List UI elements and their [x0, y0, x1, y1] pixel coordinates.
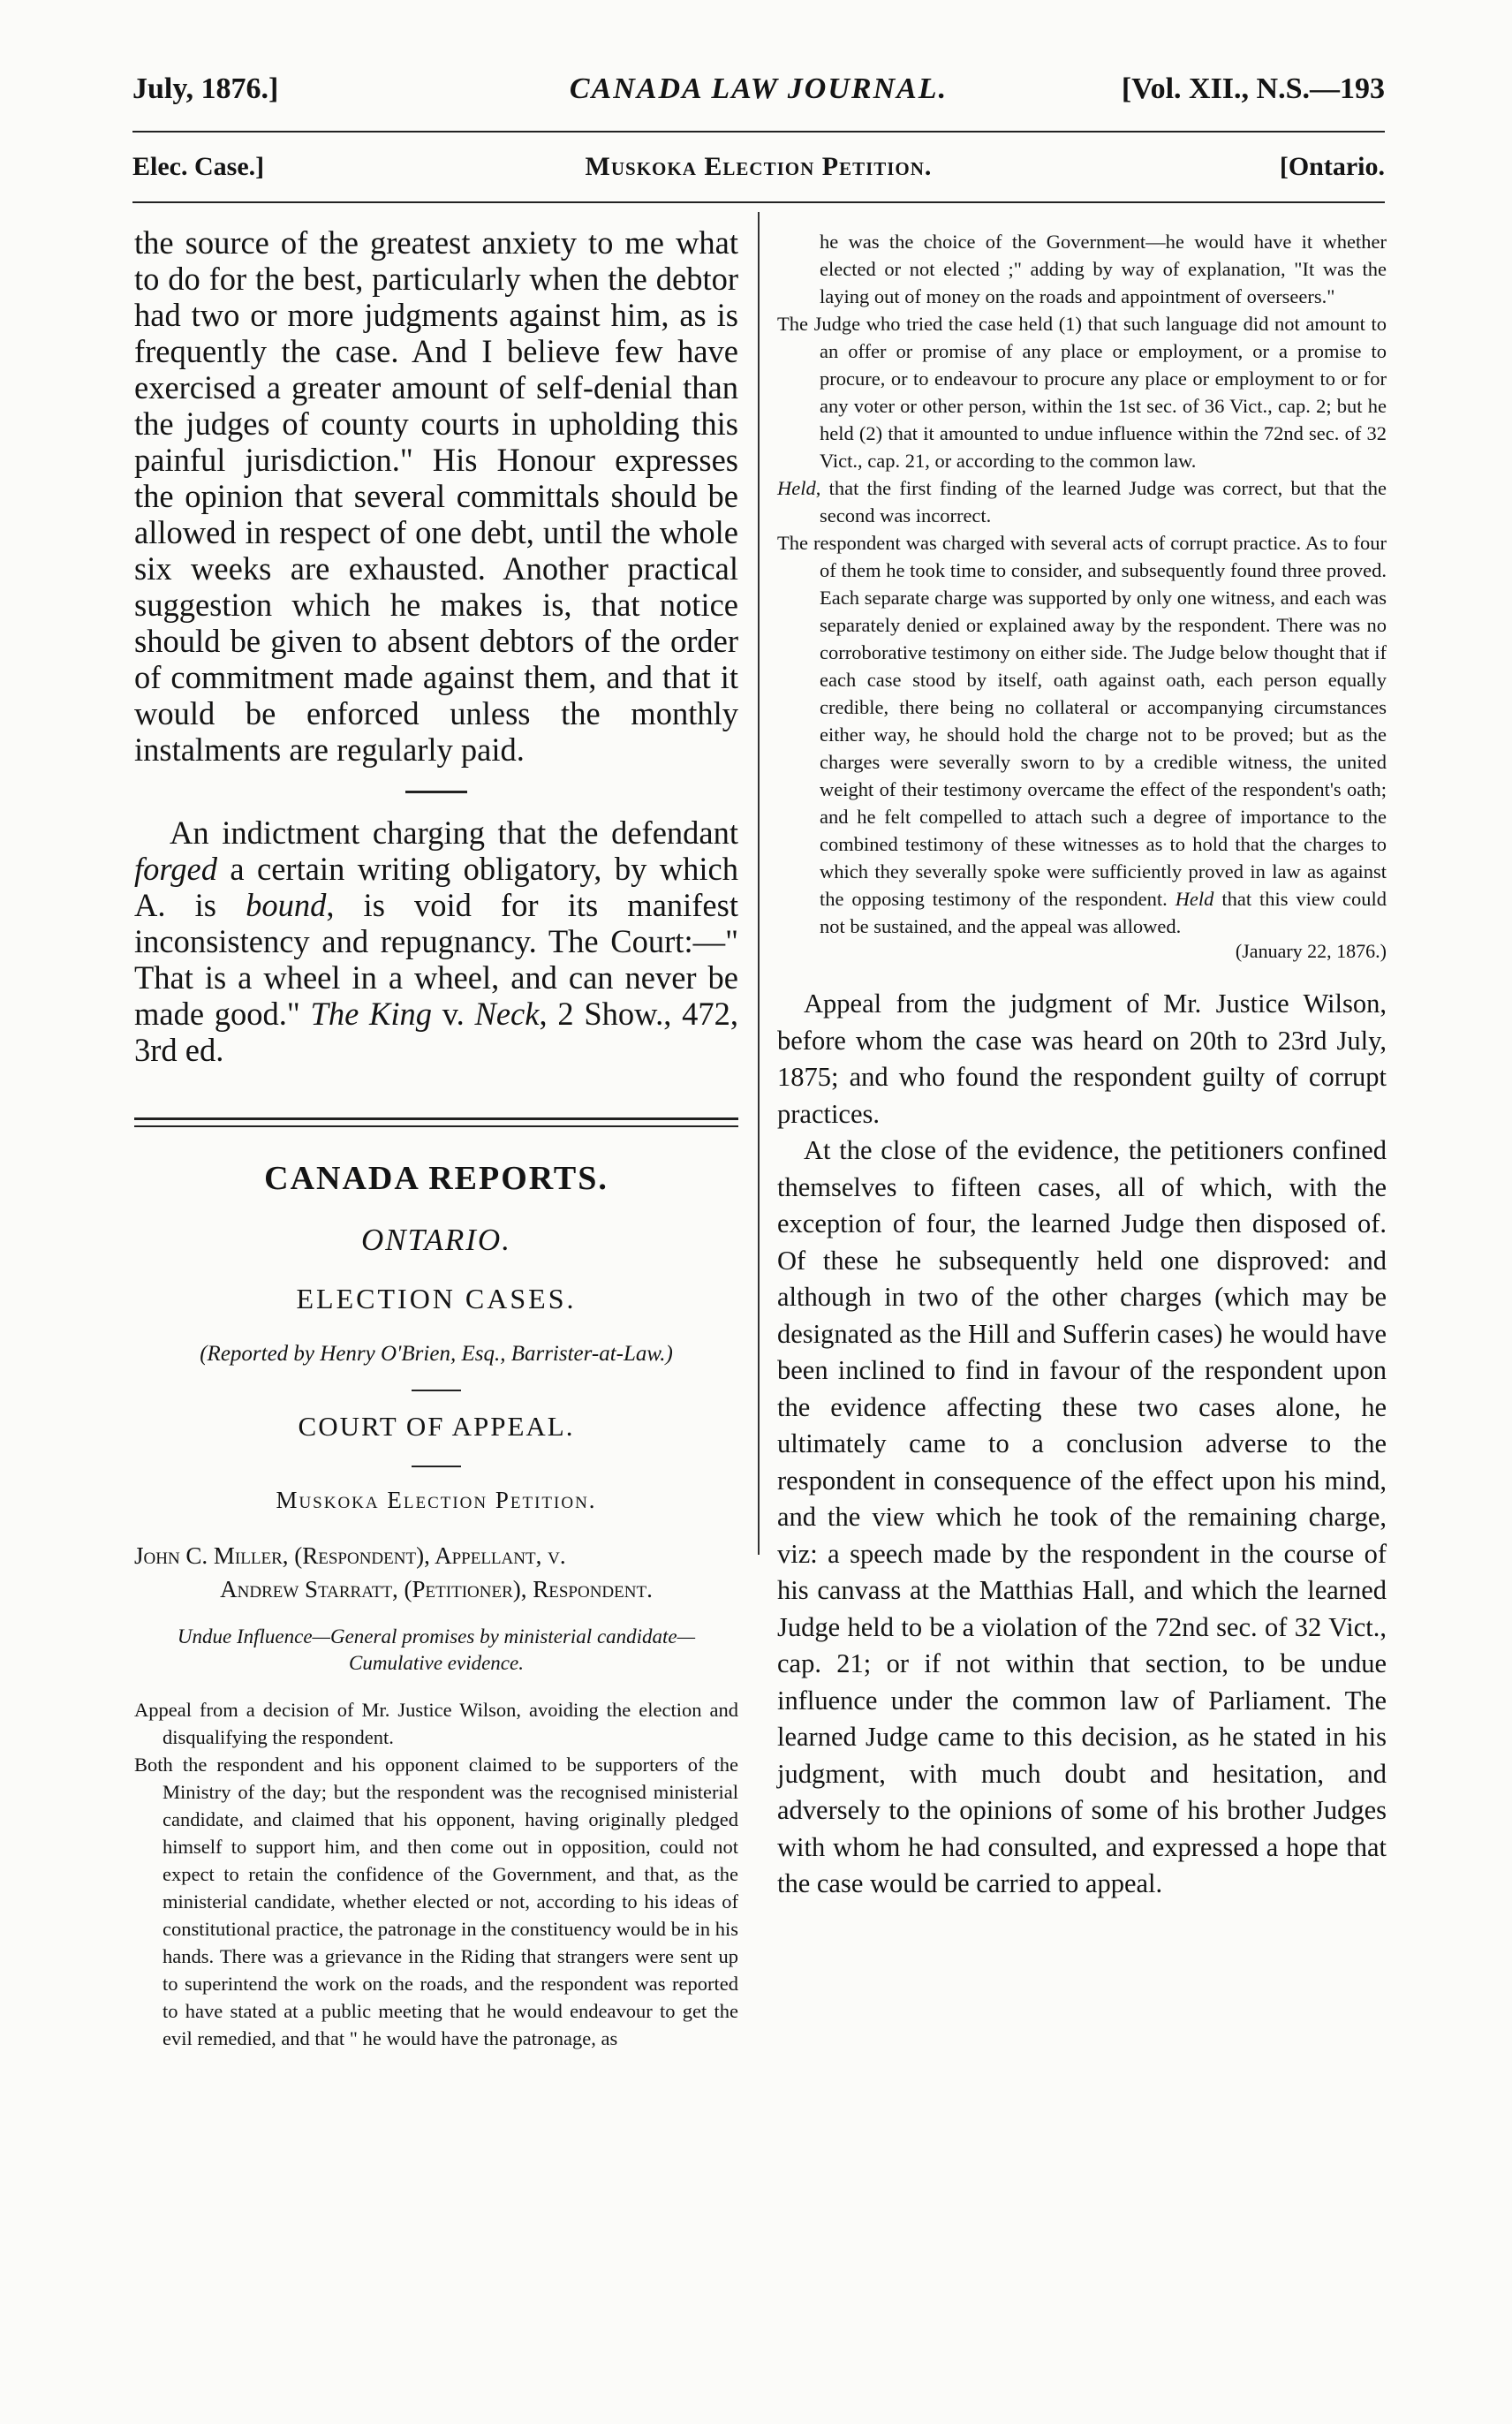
double-rule [134, 1117, 738, 1127]
section-title: CANADA REPORTS. [264, 1160, 609, 1197]
category-heading: ELECTION CASES. [296, 1283, 577, 1314]
volume-page: [Vol. XII., N.S.—193 [1121, 72, 1385, 105]
article-paragraph: the source of the greatest anxiety to me what to do for the best, particularly when the debtor had two or more judgments against him, as is frequently the case. And I believe few have exercised a greater amount of self-denial than the judges of county courts in upholding this painful jurisdiction." His Honour expresses the opinion that several committals should be allowed in respect of one debt, until the whole six weeks are exhausted. Another practical suggestion which he makes is, that notice should be given to absent debtors of the order of commitment made against them, and that it would be enforced unless the monthly instalments are regularly paid. [134, 224, 738, 768]
headnote-cumulative-evidence: The respondent was charged with several acts of corrupt practice. As to four of them he took time to consider, and subsequently found three proved. Each separate charge was supported by only one witness, and each was separately denied or explained away by the respondent. There was no corroborative testimony on either side. The Judge below thought that if each case stood by itself, oath against oath, each person equally credible, there being no collateral or accompanying circumstances either way, he should hold the charge not to be proved; but as the charges were severally sworn to by a credible witness, the united weight of their testimony overcame the effect of the respondent's oath; and he felt compelled to attach such a degree of importance to the combined testimony of these witnesses as to hold that the charges to which they severally spoke were sufficiently proved in law as against the opposing testimony of the respondent. Held that this view could not be sustained, and the appeal was allowed. [777, 532, 1387, 937]
headnote-appeal: Appeal from a decision of Mr. Justice Wilson, avoiding the election and disqualifying the respondent. [134, 1699, 738, 1748]
headnote-facts-continued: he was the choice of the Government—he would have it whether elected or not elected ;" adding by way of explanation, "It was the laying out of money on the roads and appointment of overseers." [820, 231, 1387, 307]
headnote-facts: Both the respondent and his opponent claimed to be supporters of the Ministry of the day; but the respondent was the recognised ministerial candidate, and claimed that his opponent, having originally pledged himself to support him, and then come out in opposition, could not expect to retain the confidence of the Government, and that, as the ministerial candidate, whether elected or not, according to his ideas of constitutional practice, the patronage in the constituency would be in his hands. There was a grievance in the Riding that strangers were sent up to superintend the work on the roads, and the respondent was reported to have stated at a public meeting that he would endeavour to get the evil remedied, and that " he would have the patronage, as [134, 1754, 738, 2049]
case-parties [134, 1539, 738, 1606]
small-rule [412, 1466, 461, 1467]
left-column [134, 224, 738, 2052]
decision-date: (January 22, 1876.) [1235, 940, 1387, 962]
subheader-rule [132, 201, 1385, 203]
column-divider [758, 212, 760, 1555]
header-rule [132, 131, 1385, 133]
running-head [132, 72, 1385, 117]
section-head [132, 152, 1385, 187]
judgment-paragraph: At the close of the evidence, the petitioners confined themselves to fifteen cases, all of which, with the exception of four, the learned Judge then disposed of. Of these he subsequently held one disproved: and although in two of the other charges (which may be designated as the Hill and Sufferin cases) he would have been inclined to find in favour of the respondent upon the evidence affecting these two cases alone, he ultimately came to a conclusion adverse to the respondent in consequence of the effect upon his mind, and the view which he took of the remaining charge, viz: a speech made by the respondent in the course of his canvass at the Matthias Hall, and which the learned Judge held to be a violation of the 72nd sec. of 32 Vict., cap. 21; or if not within that section, to be undue influence under the common law of Parliament. The learned Judge came to this decision, as he stated in his judgment, with much doubt and hesitation, and adversely to the opinions of some of his brother Judges with whom he had consulted, and expressed a hope that the case would be carried to appeal. [777, 1135, 1387, 1898]
indictment-note: An indictment charging that the defendant forged a certain writing obligatory, by which A. is bound, is void for its manifest inconsistency and repugnancy. The Court:—" That is a wheel in a wheel, and can never be made good." The King v. Neck, 2 Show., 472, 3rd ed. [134, 814, 738, 1068]
case-running-title: Muskoka Election Petition. [585, 152, 933, 181]
jurisdiction: [Ontario. [1279, 152, 1385, 181]
issue-date: July, 1876.] [132, 72, 279, 105]
province-heading: ONTARIO. [361, 1223, 511, 1257]
court-heading: COURT OF APPEAL. [298, 1411, 575, 1442]
judgment-paragraph: Appeal from the judgment of Mr. Justice Wilson, before whom the case was heard on 20th to 23rd July, 1875; and who found the respondent guilty of corrupt practices. [777, 989, 1387, 1129]
journal-title: CANADA LAW JOURNAL. [569, 72, 949, 105]
right-column [777, 228, 1387, 1903]
small-rule [412, 1390, 461, 1391]
headnote-trial-holding: The Judge who tried the case held (1) that such language did not amount to an offer or promise of any place or employment, or a promise to procure, or to endeavour to procure any place or employment to or for any voter or other person, within the 1st sec. of 36 Vict., cap. 2; but he held (2) that it amounted to undue influence within the 72nd sec. of 32 Vict., cap. 21, or according to the common law. [777, 313, 1387, 472]
case-name: Muskoka Election Petition. [276, 1487, 597, 1513]
headnote-held: Held, that the first finding of the learned Judge was correct, but that the second was incorrect. [777, 477, 1387, 526]
section-divider [405, 791, 467, 793]
case-type: Elec. Case.] [132, 152, 265, 181]
reporter-credit: (Reported by Henry O'Brien, Esq., Barrister-at-Law.) [200, 1342, 673, 1366]
respondent-line: Andrew Starratt, (Petitioner), Respondent. [220, 1576, 653, 1602]
catchwords: Undue Influence—General promises by ministerial candidate—Cumulative evidence. [177, 1625, 696, 1674]
appellant-line: John C. Miller, (Respondent), Appellant, v. [134, 1542, 566, 1569]
